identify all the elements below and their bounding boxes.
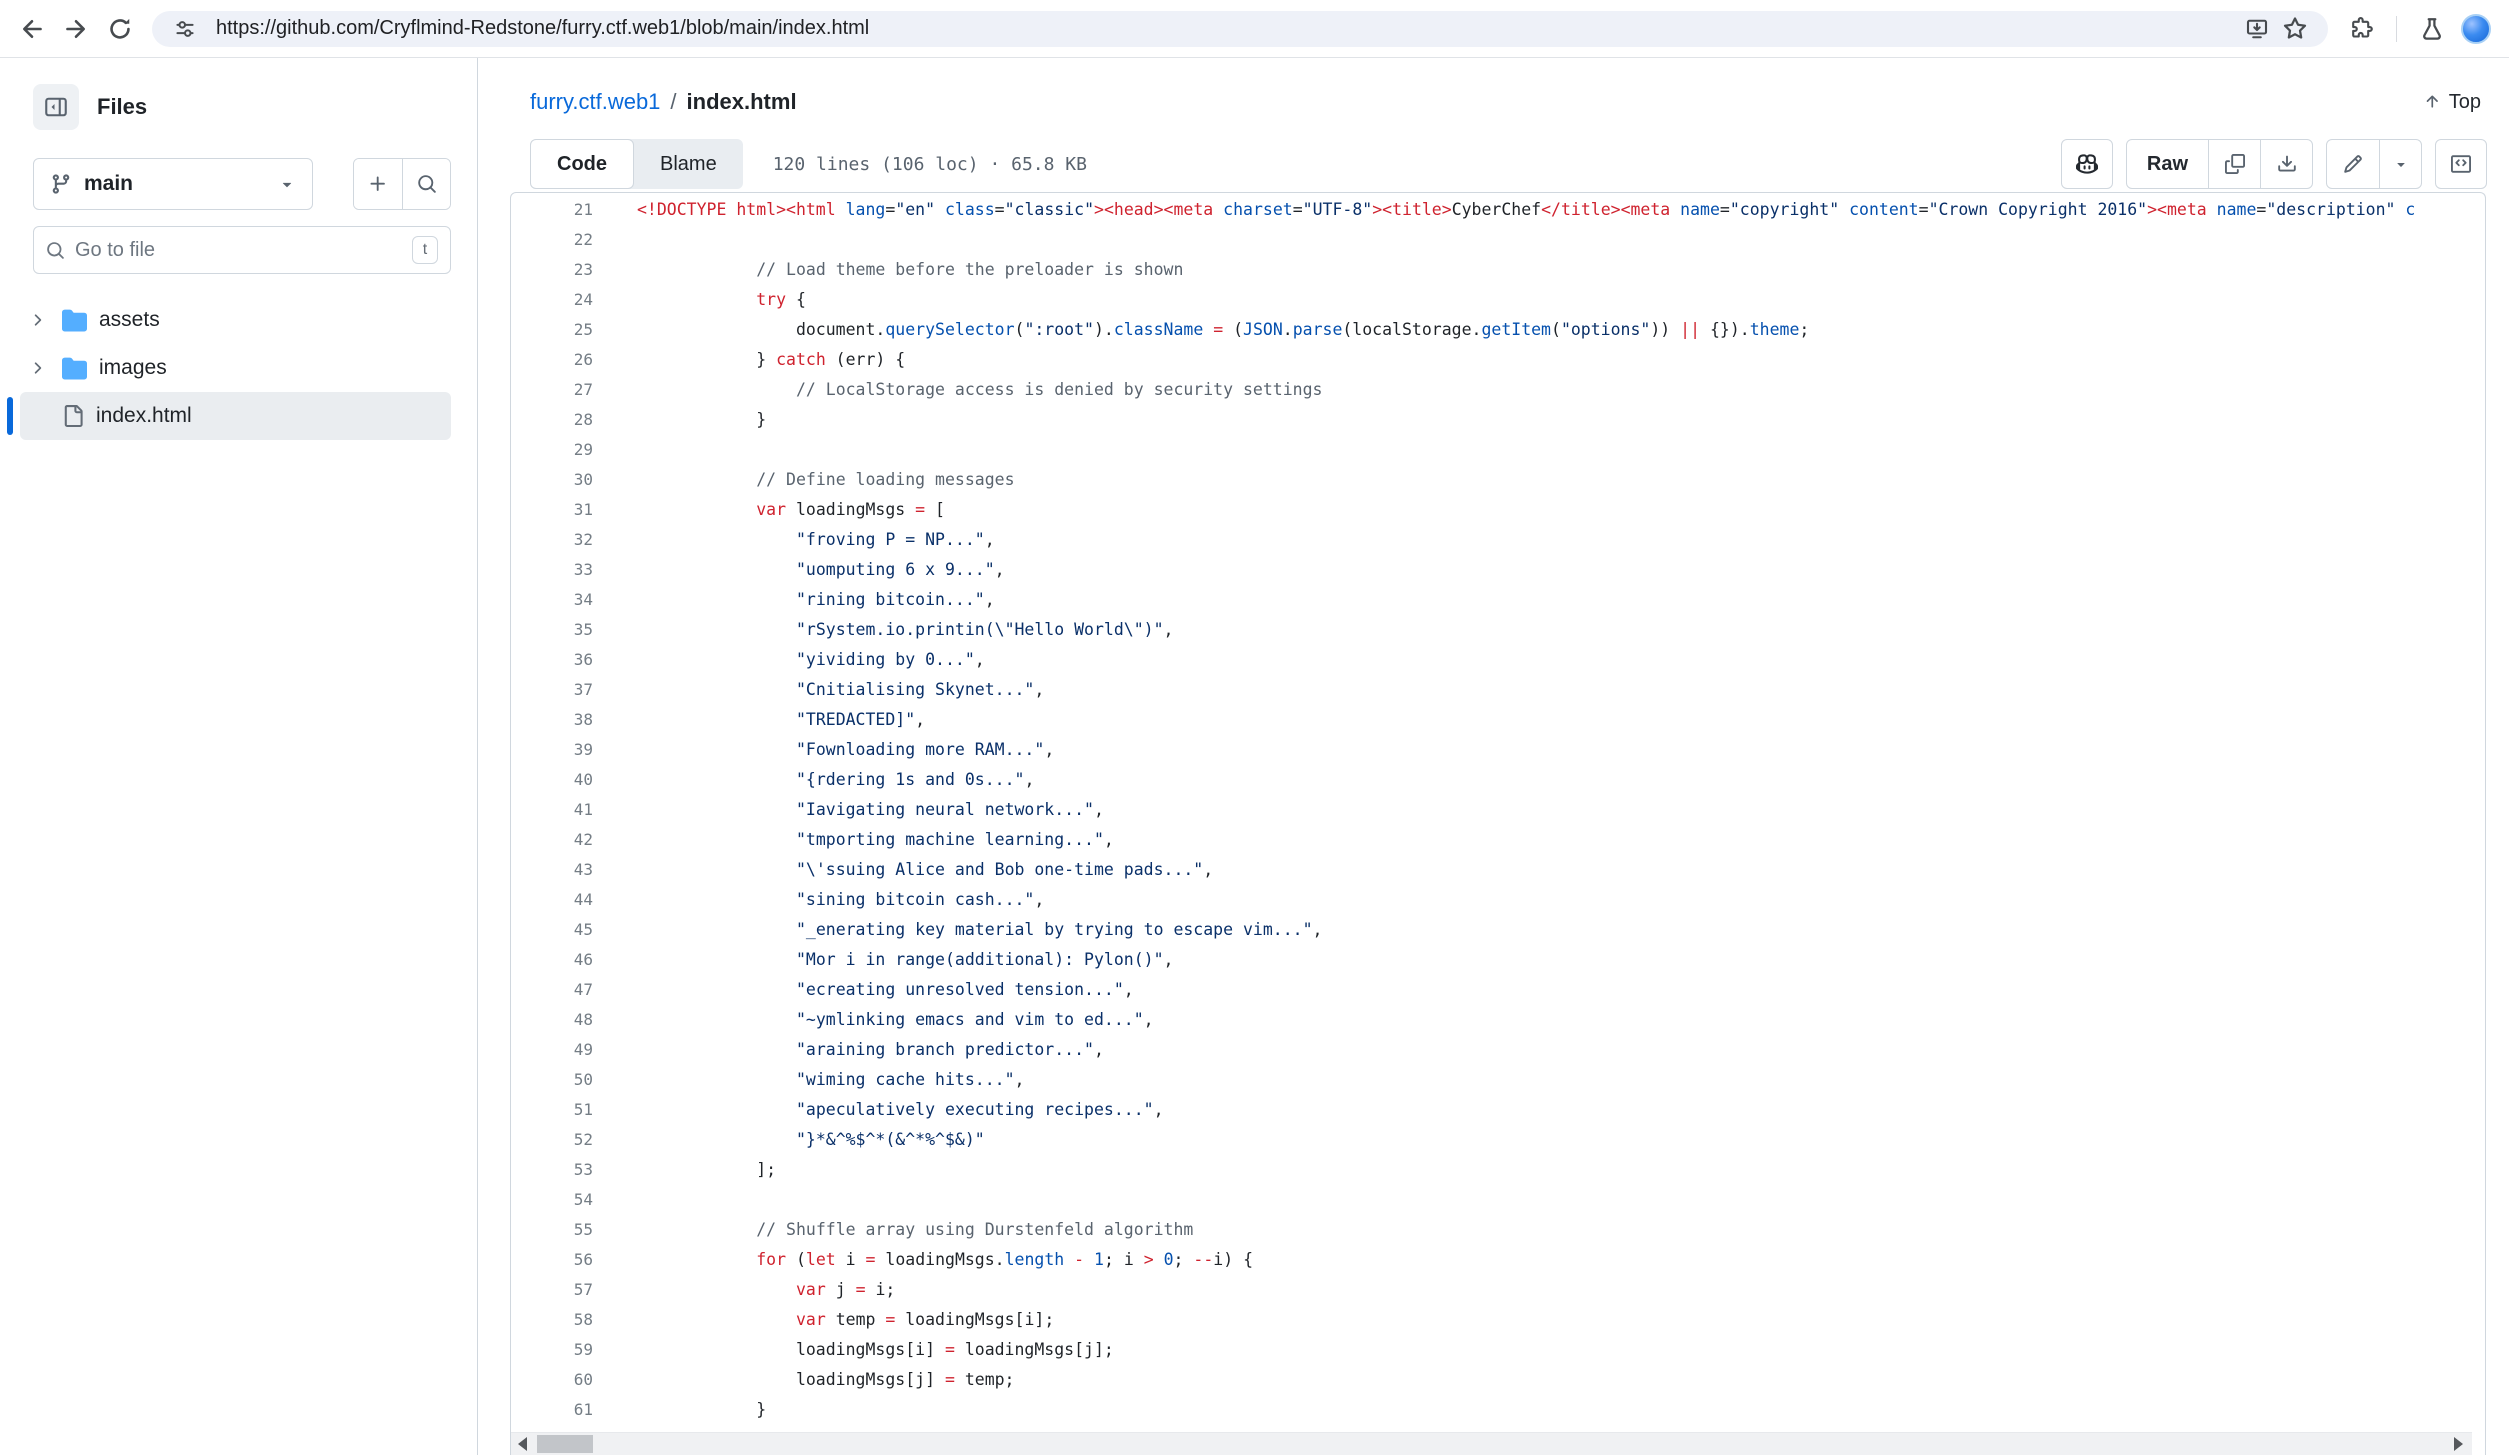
download-raw-button[interactable]	[2260, 140, 2312, 188]
breadcrumb-separator: /	[670, 89, 677, 114]
line-number[interactable]: 43	[573, 860, 593, 879]
code-line	[511, 645, 2485, 675]
go-to-file-input[interactable]	[33, 226, 451, 274]
selected-indicator	[7, 397, 13, 435]
bookmark-star-icon[interactable]	[2276, 11, 2314, 47]
experiments-flask-icon[interactable]	[2413, 10, 2451, 48]
pencil-icon	[2343, 154, 2363, 174]
line-content: "~ymlinking emacs and vim to ed...",	[795, 1010, 1154, 1029]
breadcrumb	[530, 80, 2481, 124]
breadcrumb-file-name: index.html	[686, 89, 797, 114]
line-number[interactable]: 22	[573, 230, 593, 249]
line-content: "\'ssuing Alice and Bob one-time pads...",	[795, 860, 1214, 879]
profile-avatar[interactable]	[2461, 14, 2491, 44]
line-content: "_enerating key material by trying to escape vim...",	[795, 920, 1323, 939]
code-line	[511, 255, 2485, 285]
line-number[interactable]: 26	[573, 350, 593, 369]
code-line	[511, 435, 2485, 465]
code-line	[511, 975, 2485, 1005]
line-content: "}*&^%$^*(&^*%^$&)"	[795, 1130, 985, 1149]
line-number[interactable]: 35	[573, 620, 593, 639]
line-content: document.querySelector(":root").className = (JSON.parse(localStorage.getItem("options")) || {}).theme;	[637, 320, 1810, 339]
download-icon	[2277, 154, 2297, 174]
line-number[interactable]: 52	[573, 1130, 593, 1149]
line-number[interactable]: 34	[573, 590, 593, 609]
chevron-down-icon	[278, 175, 296, 193]
code-line	[511, 735, 2485, 765]
code-line	[511, 945, 2485, 975]
code-line	[511, 675, 2485, 705]
browser-chrome	[0, 0, 2509, 58]
line-number[interactable]: 58	[573, 1310, 593, 1329]
scroll-left-arrow[interactable]	[518, 1437, 527, 1451]
line-content: "wiming cache hits...",	[795, 1070, 1025, 1089]
line-content	[593, 225, 637, 255]
code-line	[511, 1005, 2485, 1035]
tree-item-assets[interactable]	[20, 296, 451, 344]
code-line	[511, 465, 2485, 495]
file-toolbar	[530, 138, 2487, 190]
code-line	[511, 225, 2485, 255]
line-number[interactable]: 55	[573, 1220, 593, 1239]
line-number[interactable]: 23	[573, 260, 593, 279]
line-number[interactable]: 39	[573, 740, 593, 759]
code-line	[511, 375, 2485, 405]
line-content: "Mor i in range(additional): Pylon()",	[795, 950, 1174, 969]
line-number[interactable]: 25	[573, 320, 593, 339]
line-content	[593, 435, 637, 465]
code-line	[511, 285, 2485, 315]
symbols-panel-button[interactable]	[2435, 139, 2487, 189]
line-content: var temp = loadingMsgs[i];	[795, 1310, 1055, 1329]
code-lines	[511, 195, 2485, 1455]
code-line	[511, 555, 2485, 585]
line-content: "tmporting machine learning...",	[795, 830, 1114, 849]
line-content: "uomputing 6 x 9...",	[795, 560, 1005, 579]
code-line	[511, 1035, 2485, 1065]
line-content: // LocalStorage access is denied by security settings	[795, 380, 1323, 399]
toolbar-divider	[2396, 16, 2397, 42]
scroll-to-top-link[interactable]	[2423, 91, 2481, 114]
search-files-button[interactable]	[402, 159, 450, 209]
scroll-right-arrow[interactable]	[2454, 1437, 2463, 1451]
file-meta-info: 120 lines (106 loc) · 65.8 KB	[772, 153, 1087, 175]
go-to-file-placeholder: Go to file	[75, 238, 156, 261]
code-line	[511, 1275, 2485, 1305]
reload-button[interactable]	[98, 7, 142, 51]
line-number[interactable]: 21	[573, 200, 593, 219]
line-content: "apeculatively executing recipes...",	[795, 1100, 1164, 1119]
line-content: try {	[756, 290, 806, 309]
code-line	[511, 1245, 2485, 1275]
line-number[interactable]: 36	[573, 650, 593, 669]
code-line	[511, 1065, 2485, 1095]
line-number[interactable]: 29	[573, 440, 593, 459]
collapse-sidebar-button[interactable]	[33, 84, 79, 130]
code-line	[511, 705, 2485, 735]
tree-item-label: index.html	[96, 404, 192, 427]
forward-arrow-icon	[63, 16, 89, 42]
line-content: ];	[637, 1160, 777, 1179]
url-bar[interactable]	[152, 11, 2328, 47]
code-line	[511, 615, 2485, 645]
plus-icon	[368, 174, 388, 194]
line-content: "Cnitialising Skynet...",	[795, 680, 1045, 699]
shortcut-key-badge: t	[412, 236, 438, 264]
line-number[interactable]: 27	[573, 380, 593, 399]
line-number[interactable]: 42	[573, 830, 593, 849]
line-content: "TREDACTED]",	[795, 710, 926, 729]
line-number[interactable]: 28	[573, 410, 593, 429]
file-icon	[62, 405, 84, 427]
code-line	[511, 1155, 2485, 1185]
line-number[interactable]: 53	[573, 1160, 593, 1179]
sidebar-collapse-icon	[44, 95, 68, 119]
line-number[interactable]: 33	[573, 560, 593, 579]
code-line	[511, 1305, 2485, 1335]
tree-item-images[interactable]	[20, 344, 451, 392]
code-line	[511, 795, 2485, 825]
edit-file-button[interactable]	[2327, 140, 2379, 188]
line-content: "{rdering 1s and 0s...",	[795, 770, 1035, 789]
code-line	[511, 345, 2485, 375]
line-number[interactable]: 60	[573, 1370, 593, 1389]
raw-button[interactable]: Raw	[2146, 152, 2188, 175]
code-line	[511, 885, 2485, 915]
chevron-right-icon	[28, 359, 46, 377]
code-line	[511, 765, 2485, 795]
line-content: "Iavigating neural network...",	[795, 800, 1104, 819]
line-content: } catch (err) {	[637, 350, 906, 369]
code-line	[511, 585, 2485, 615]
line-number[interactable]: 48	[573, 1010, 593, 1029]
line-number[interactable]: 50	[573, 1070, 593, 1089]
raw-copy-download-group	[2126, 139, 2313, 189]
edit-button-group	[2326, 139, 2422, 189]
files-sidebar	[0, 58, 478, 1455]
line-number[interactable]: 32	[573, 530, 593, 549]
code-line	[511, 825, 2485, 855]
tab-code[interactable]: Code	[530, 139, 634, 189]
line-content: // Load theme before the preloader is shown	[756, 260, 1184, 279]
line-content: "yividing by 0...",	[795, 650, 985, 669]
site-info-icon[interactable]	[166, 11, 204, 47]
line-number[interactable]: 45	[573, 920, 593, 939]
install-app-icon[interactable]	[2238, 11, 2276, 47]
code-line	[511, 1215, 2485, 1245]
line-number[interactable]: 46	[573, 950, 593, 969]
branch-selector[interactable]	[33, 158, 313, 210]
code-line	[511, 315, 2485, 345]
folder-icon	[62, 308, 87, 333]
line-number[interactable]: 61	[573, 1400, 593, 1419]
line-content: // Shuffle array using Durstenfeld algorithm	[756, 1220, 1194, 1239]
horizontal-scrollbar[interactable]	[511, 1432, 2472, 1455]
line-number[interactable]: 59	[573, 1340, 593, 1359]
code-line	[511, 855, 2485, 885]
line-number[interactable]: 31	[573, 500, 593, 519]
new-file-button[interactable]	[354, 159, 402, 209]
copilot-icon	[2076, 153, 2098, 175]
tab-blame[interactable]: Blame	[660, 152, 717, 175]
line-content: <!DOCTYPE html><html lang="en" class="classic"><head><meta charset="UTF-8"><title>CyberChef</title><meta name="copyright" content="Crown Copyright 2016"><meta name="description" c	[637, 200, 2416, 219]
code-line	[511, 915, 2485, 945]
code-line	[511, 495, 2485, 525]
line-number[interactable]: 38	[573, 710, 593, 729]
line-number[interactable]: 49	[573, 1040, 593, 1059]
line-content: "araining branch predictor...",	[795, 1040, 1104, 1059]
files-panel-title: Files	[97, 94, 148, 119]
line-number[interactable]: 24	[573, 290, 593, 309]
code-line	[511, 1395, 2485, 1425]
line-number[interactable]: 56	[573, 1250, 593, 1269]
line-content	[593, 1185, 637, 1215]
search-icon	[417, 174, 437, 194]
extensions-icon[interactable]	[2342, 10, 2380, 48]
scrollbar-thumb[interactable]	[537, 1435, 593, 1453]
code-line	[511, 1125, 2485, 1155]
code-line	[511, 1095, 2485, 1125]
line-content: loadingMsgs[i] = loadingMsgs[j];	[637, 1340, 1114, 1359]
line-content: "ecreating unresolved tension...",	[795, 980, 1134, 999]
url-text[interactable]: https://github.com/Cryflmind-Redstone/furry.ctf.web1/blob/main/index.html	[216, 17, 870, 39]
code-line	[511, 1365, 2485, 1395]
code-line	[511, 1335, 2485, 1365]
code-blame-switch	[530, 139, 743, 189]
code-line	[511, 405, 2485, 435]
breadcrumb-repo-link[interactable]: furry.ctf.web1	[530, 89, 661, 114]
triangle-down-icon	[2393, 156, 2409, 172]
back-button[interactable]	[10, 7, 54, 51]
line-content: var j = i;	[795, 1280, 896, 1299]
code-line	[511, 195, 2485, 225]
line-number[interactable]: 54	[573, 1190, 593, 1209]
forward-button[interactable]	[54, 7, 98, 51]
line-content: loadingMsgs[j] = temp;	[637, 1370, 1015, 1389]
line-number[interactable]: 40	[573, 770, 593, 789]
back-arrow-icon	[19, 16, 45, 42]
code-view-main	[478, 58, 2509, 1455]
line-content: }	[637, 410, 767, 429]
line-content: "Fownloading more RAM...",	[795, 740, 1055, 759]
line-content: "sining bitcoin cash...",	[795, 890, 1045, 909]
edit-dropdown-button[interactable]	[2379, 140, 2421, 188]
tree-item-label: images	[99, 356, 167, 379]
tree-item-label: assets	[99, 308, 160, 331]
code-line	[511, 1185, 2485, 1215]
tree-item-index.html[interactable]	[20, 392, 451, 440]
line-number[interactable]: 51	[573, 1100, 593, 1119]
copy-raw-button[interactable]	[2208, 140, 2260, 188]
chevron-right-icon	[28, 311, 46, 329]
line-content: "rSystem.io.printin(\"Hello World\")",	[795, 620, 1174, 639]
git-branch-icon	[50, 173, 72, 195]
line-number[interactable]: 57	[573, 1280, 593, 1299]
line-number[interactable]: 44	[573, 890, 593, 909]
arrow-up-icon	[2423, 93, 2441, 111]
line-content: // Define loading messages	[756, 470, 1015, 489]
line-number[interactable]: 41	[573, 800, 593, 819]
folder-icon	[62, 356, 87, 381]
line-content: for (let i = loadingMsgs.length - 1; i > 0; --i) {	[756, 1250, 1254, 1269]
line-content: var loadingMsgs = [	[756, 500, 945, 519]
line-content: "rining bitcoin...",	[795, 590, 995, 609]
line-number[interactable]: 47	[573, 980, 593, 999]
line-content: "froving P = NP...",	[795, 530, 995, 549]
code-square-icon	[2451, 154, 2471, 174]
search-icon	[46, 241, 65, 260]
code-viewer	[510, 192, 2486, 1455]
line-number[interactable]: 37	[573, 680, 593, 699]
line-number[interactable]: 30	[573, 470, 593, 489]
reload-icon	[107, 16, 133, 42]
copilot-button[interactable]	[2061, 139, 2113, 189]
copy-icon	[2225, 154, 2245, 174]
line-content: }	[637, 1400, 767, 1419]
code-line	[511, 525, 2485, 555]
file-tree	[0, 296, 477, 440]
current-branch-label: main	[84, 172, 134, 195]
top-label: Top	[2448, 90, 2481, 113]
